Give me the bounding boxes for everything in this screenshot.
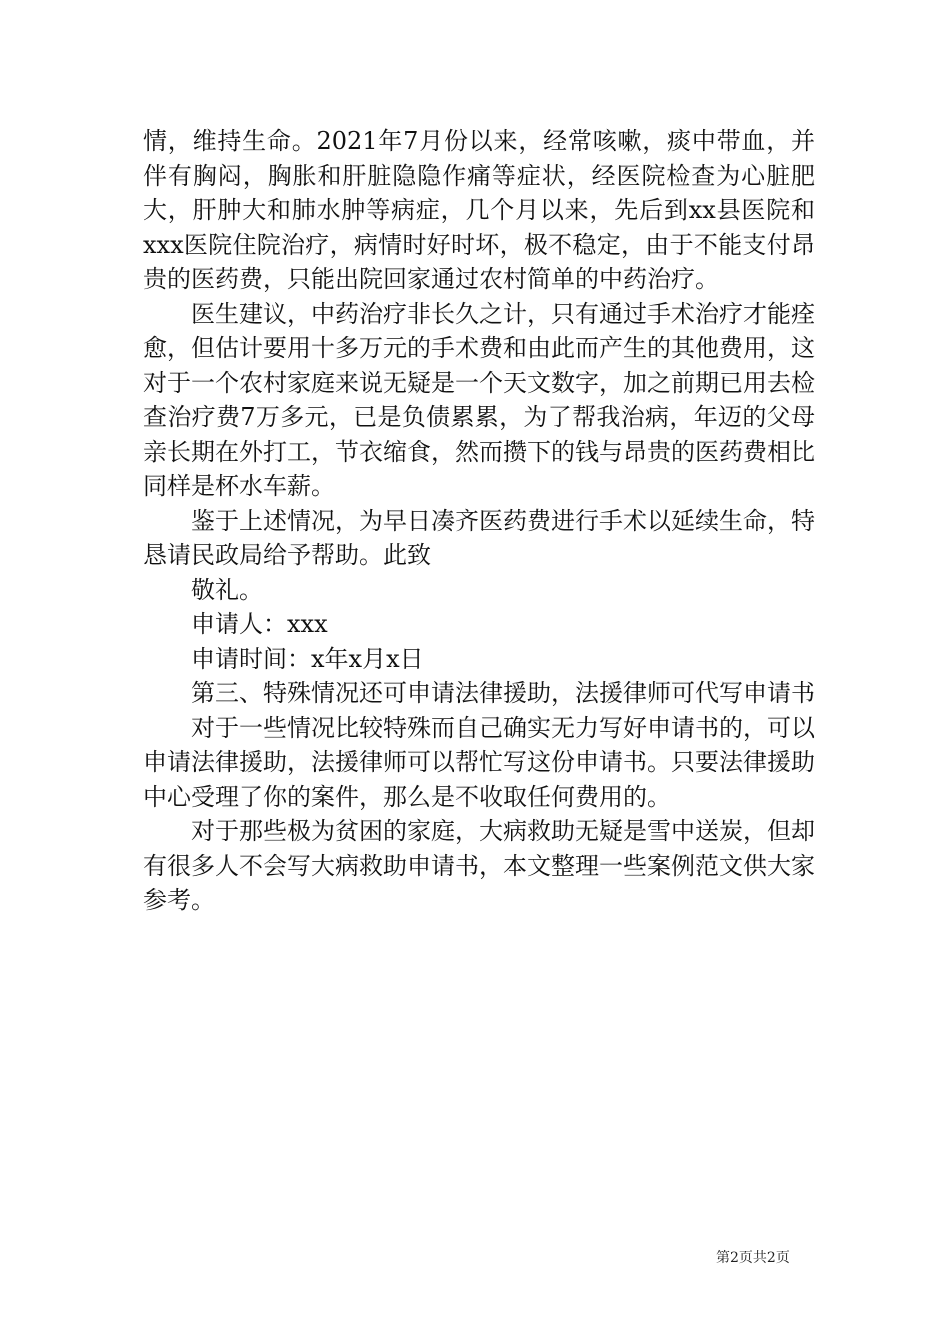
paragraph-doctor-advice: 医生建议，中药治疗非长久之计，只有通过手术治疗才能痊愈，但估计要用十多万元的手术费和由此而产生的其他费用，这对于一个农村家庭来说无疑是一个天文数字，加之前期已用去检查治疗费7万多元，已是负债累累，为了帮我治病，年迈的父母亲长期在外打工，节衣缩食，然而攒下的钱与昂贵的医药费相比同样是杯水车薪。 bbox=[143, 299, 815, 500]
paragraph-summary: 对于那些极为贫困的家庭，大病救助无疑是雪中送炭，但却有很多人不会写大病救助申请书，本文整理一些案例范文供大家参考。 bbox=[143, 817, 815, 914]
paragraph-continuation: 情，维持生命。2021年7月份以来，经常咳嗽，痰中带血，并伴有胸闷，胸胀和肝脏隐隐作痛等症状，经医院检查为心脏肥大，肝肿大和肺水肿等病症，几个月以来，先后到xx县医院和xxx医院住院治疗，病情时好时坏，极不稳定，由于不能支付昂贵的医药费，只能出院回家通过农村简单的中药治疗。 bbox=[143, 127, 815, 293]
paragraph-legal-aid: 对于一些情况比较特殊而自己确实无力写好申请书的，可以申请法律援助，法援律师可以帮忙写这份申请书。只要法律援助中心受理了你的案件，那么是不收取任何费用的。 bbox=[143, 713, 815, 811]
page-number-footer: 第2页共2页 bbox=[716, 1250, 790, 1266]
applicant-line: 申请人：xxx bbox=[191, 610, 328, 638]
section-heading-legal-aid: 第三、特殊情况还可申请法律援助，法援律师可代写申请书 bbox=[191, 679, 815, 707]
application-date-line: 申请时间：x年x月x日 bbox=[191, 644, 424, 673]
document-body bbox=[143, 124, 815, 918]
closing-salute: 敬礼。 bbox=[191, 575, 263, 604]
paragraph-request: 鉴于上述情况，为早日凑齐医药费进行手术以延续生命，特恳请民政局给予帮助。此致 bbox=[143, 506, 815, 569]
